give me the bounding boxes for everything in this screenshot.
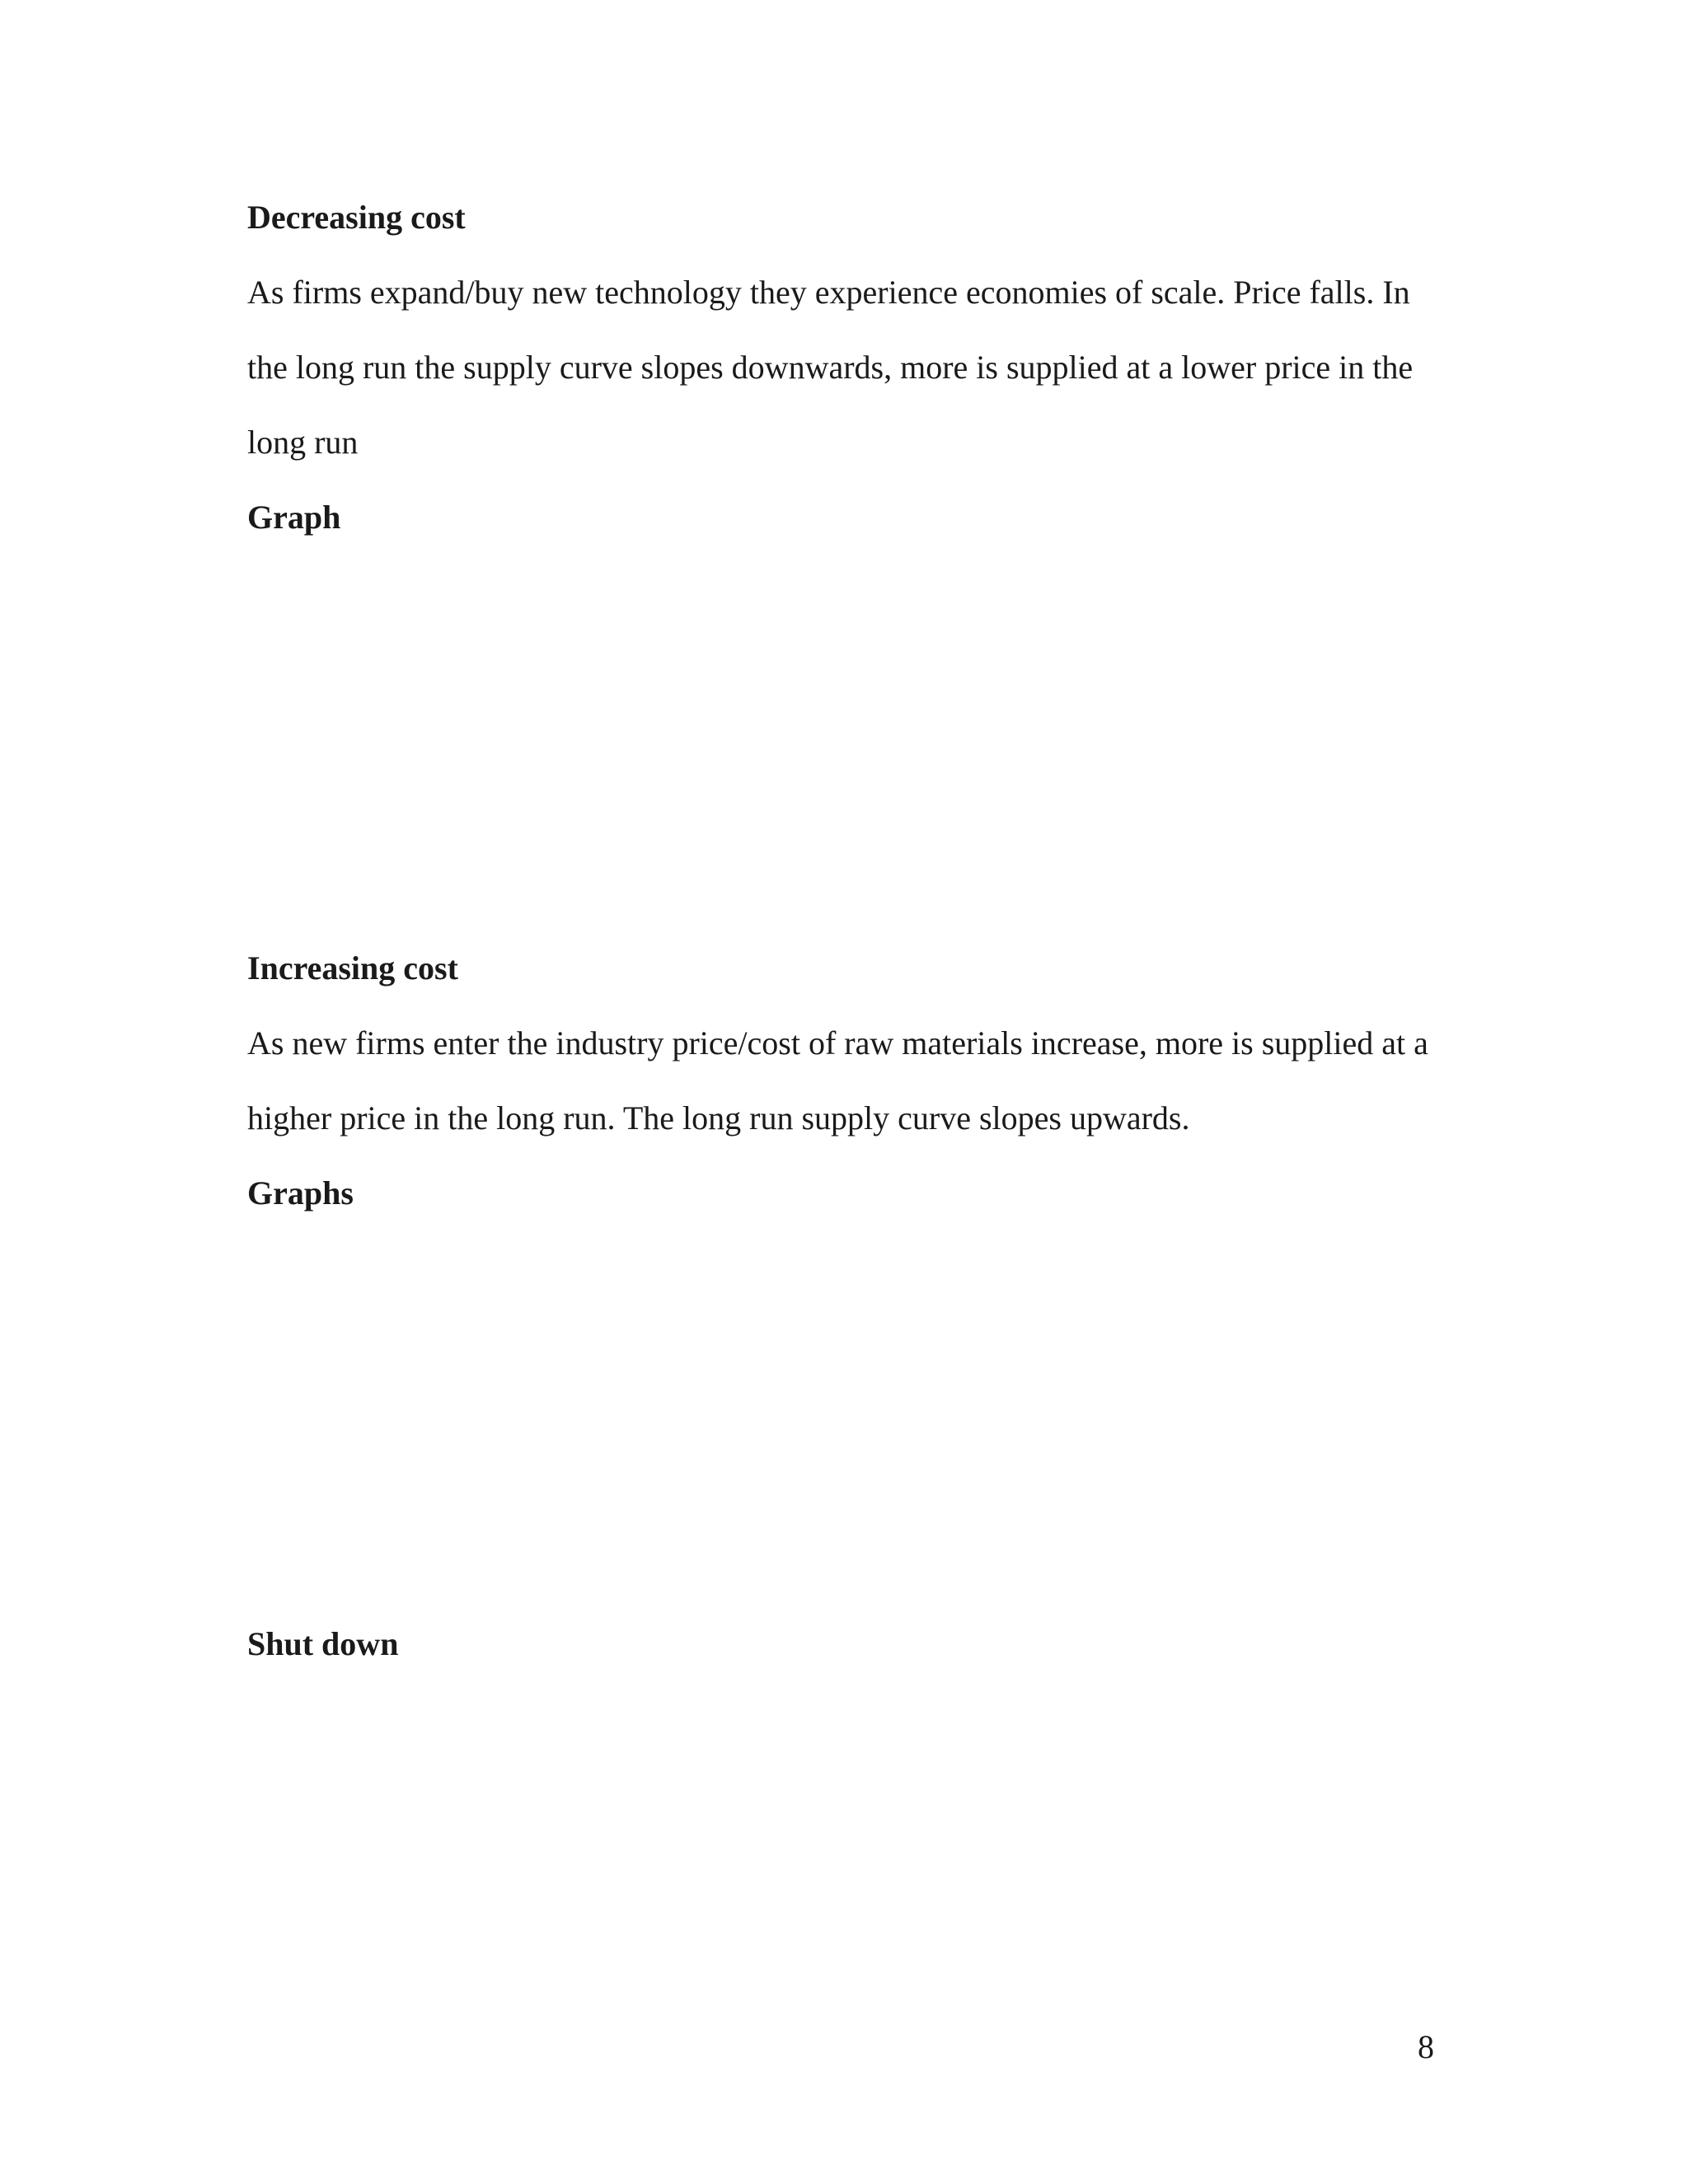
subheading-graphs: Graphs xyxy=(247,1174,354,1212)
paragraph-line: long run xyxy=(247,424,359,461)
paragraph-line: the long run the supply curve slopes downwards, more is supplied at a lower price in the xyxy=(247,349,1414,386)
paragraph-line: As new firms enter the industry price/cost of raw materials increase, more is supplied at a xyxy=(247,1024,1428,1062)
page-number: 8 xyxy=(1418,2028,1434,2065)
subheading-graph: Graph xyxy=(247,499,341,536)
paragraph-line: higher price in the long run. The long run supply curve slopes upwards. xyxy=(247,1099,1190,1137)
section-heading-decreasing-cost: Decreasing cost xyxy=(247,199,466,236)
section-heading-increasing-cost: Increasing cost xyxy=(247,949,458,987)
section-heading-shut-down: Shut down xyxy=(247,1625,399,1662)
paragraph-line: As firms expand/buy new technology they experience economies of scale. Price falls. In xyxy=(247,274,1410,311)
